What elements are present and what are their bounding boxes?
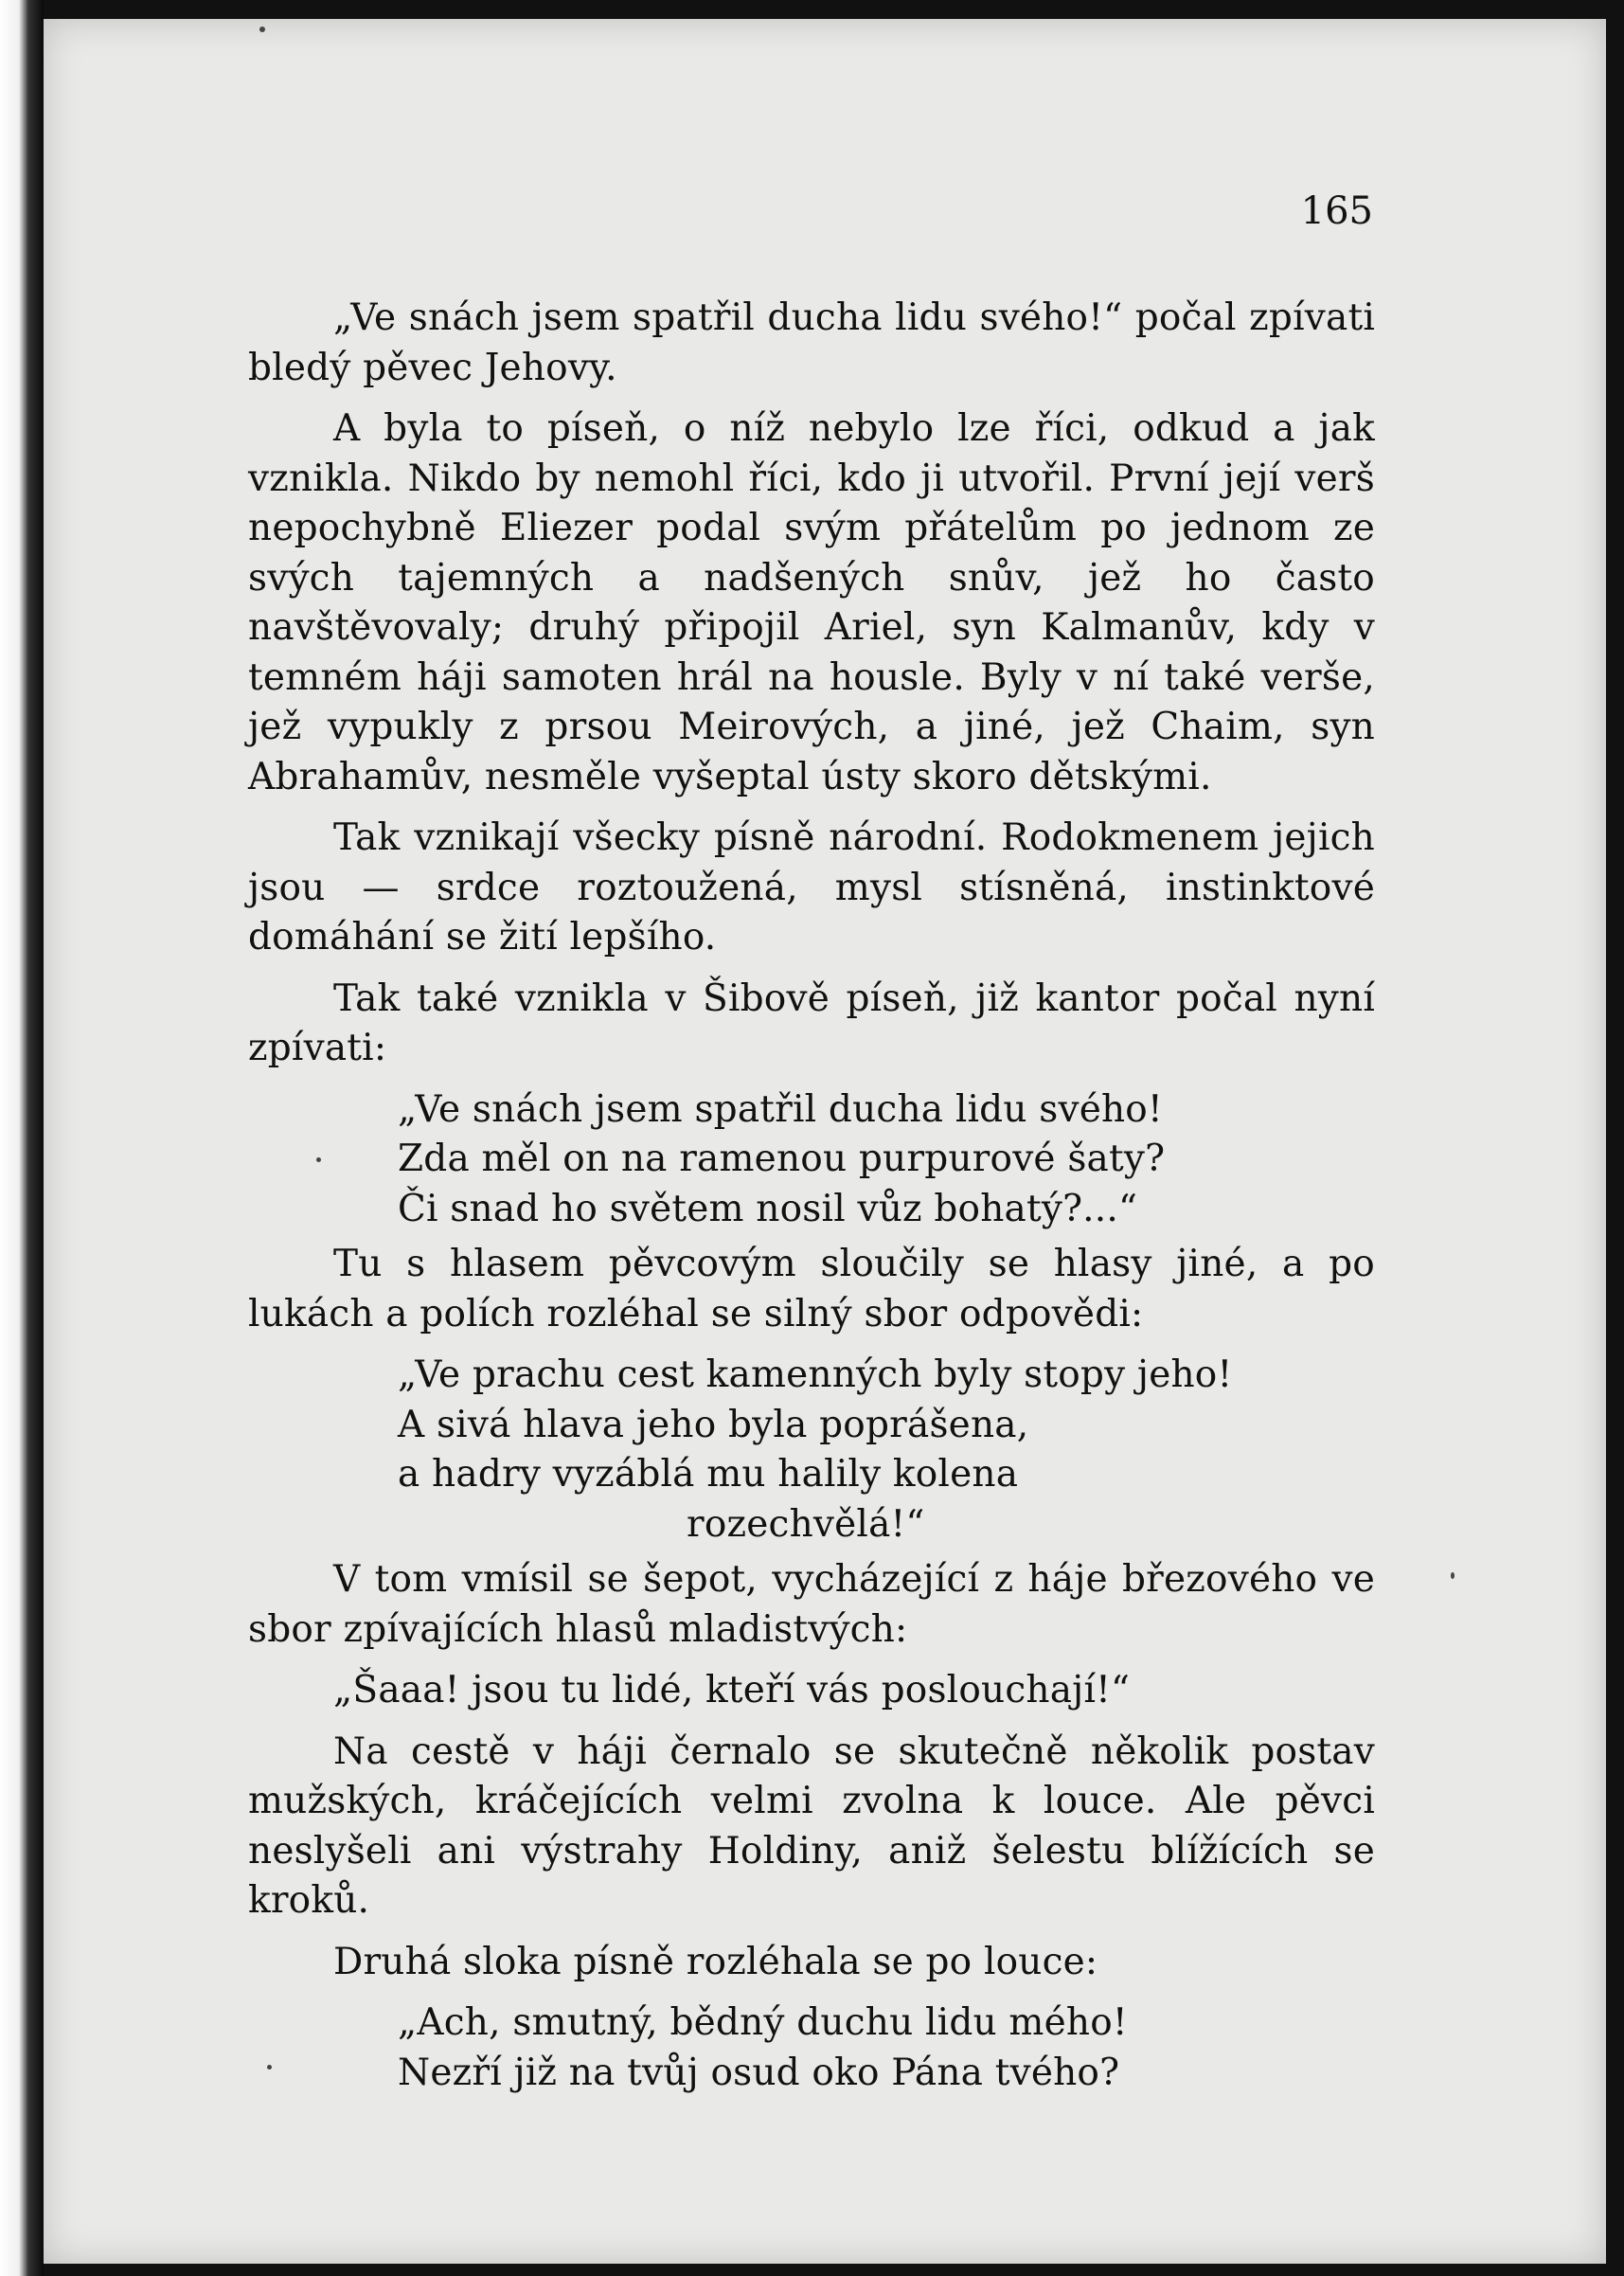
verse-block — [248, 1085, 1375, 1235]
paragraph: Na cestě v háji černalo se skutečně několik postav mužských, kráčejících velmi zvolna k louce. Ale pěvci neslyšeli ani výstrahy Holdiny, aniž šelestu blížících se kroků. — [248, 1729, 1375, 1922]
quoted-speech: „Šaaa! jsou tu lidé, kteří vás poslouchají!“ — [333, 1669, 1131, 1711]
verse-line: Či snad ho světem nosil vůz bohatý?...“ — [398, 1187, 1138, 1230]
verse-block — [248, 1351, 1375, 1550]
scan-speck — [1451, 1572, 1454, 1579]
paragraph: Tu s hlasem pěvcovým sloučily se hlasy jiné, a po lukách a polích rozléhal se silný sbor odpovědi: — [248, 1243, 1375, 1335]
paragraph: „Ve snách jsem spatřil ducha lidu svého!“ počal zpívati bledý pěvec Jehovy. — [248, 296, 1375, 389]
paragraph: Tak také vznikla v Šibově píseň, již kantor počal nyní zpívati: — [248, 977, 1375, 1069]
book-gutter — [0, 0, 44, 2276]
scan-speck — [259, 27, 265, 32]
verse-line: A sivá hlava jeho byla poprášena, — [398, 1403, 1029, 1446]
paragraph: V tom vmísil se šepot, vycházející z háje březového ve sbor zpívajících hlasů mladistvých: — [248, 1558, 1375, 1651]
page-number: 165 — [1300, 189, 1373, 233]
verse-line: Nezří již na tvůj osud oko Pána tvého? — [398, 2051, 1120, 2094]
verse-line: Zda měl on na ramenou purpurové šaty? — [398, 1138, 1166, 1180]
verse-line: „Ve prachu cest kamenných byly stopy jeho! — [398, 1353, 1233, 1396]
verse-line: „Ach, smutný, bědný duchu lidu mého! — [398, 2001, 1128, 2044]
paragraph: Tak vznikají všecky písně národní. Rodokmenem jejich jsou — srdce roztoužená, mysl stísněná, instinktové domáhání se žití lepšího. — [248, 816, 1375, 959]
verse-line: „Ve snách jsem spatřil ducha lidu svého! — [398, 1087, 1163, 1131]
paragraph: A byla to píseň, o níž nebylo lze říci, odkud a jak vznikla. Nikdo by nemohl říci, kdo ji utvořil. První její verš nepochybně Eliezer podal svým přátelům po jednom ze svých tajemných a nadšených snův, jež ho často navštěvovaly; druhý připojil Ariel, syn Kalmanův, kdy v temném háji samoten hrál na housle. Byly v ní také verše, jež vypukly z prsou Meirových, a jiné, jež Chaim, syn Abrahamův, nesměle vyšeptal ústy skoro dětskými. — [248, 407, 1375, 798]
verse-line: a hadry vyzáblá mu halily kolena — [398, 1453, 1019, 1496]
verse-block — [248, 1998, 1375, 2098]
paragraph: Druhá sloka písně rozléhala se po louce: — [333, 1940, 1098, 1983]
verse-line: rozechvělá!“ — [687, 1502, 925, 1546]
page-text — [248, 294, 1375, 2104]
